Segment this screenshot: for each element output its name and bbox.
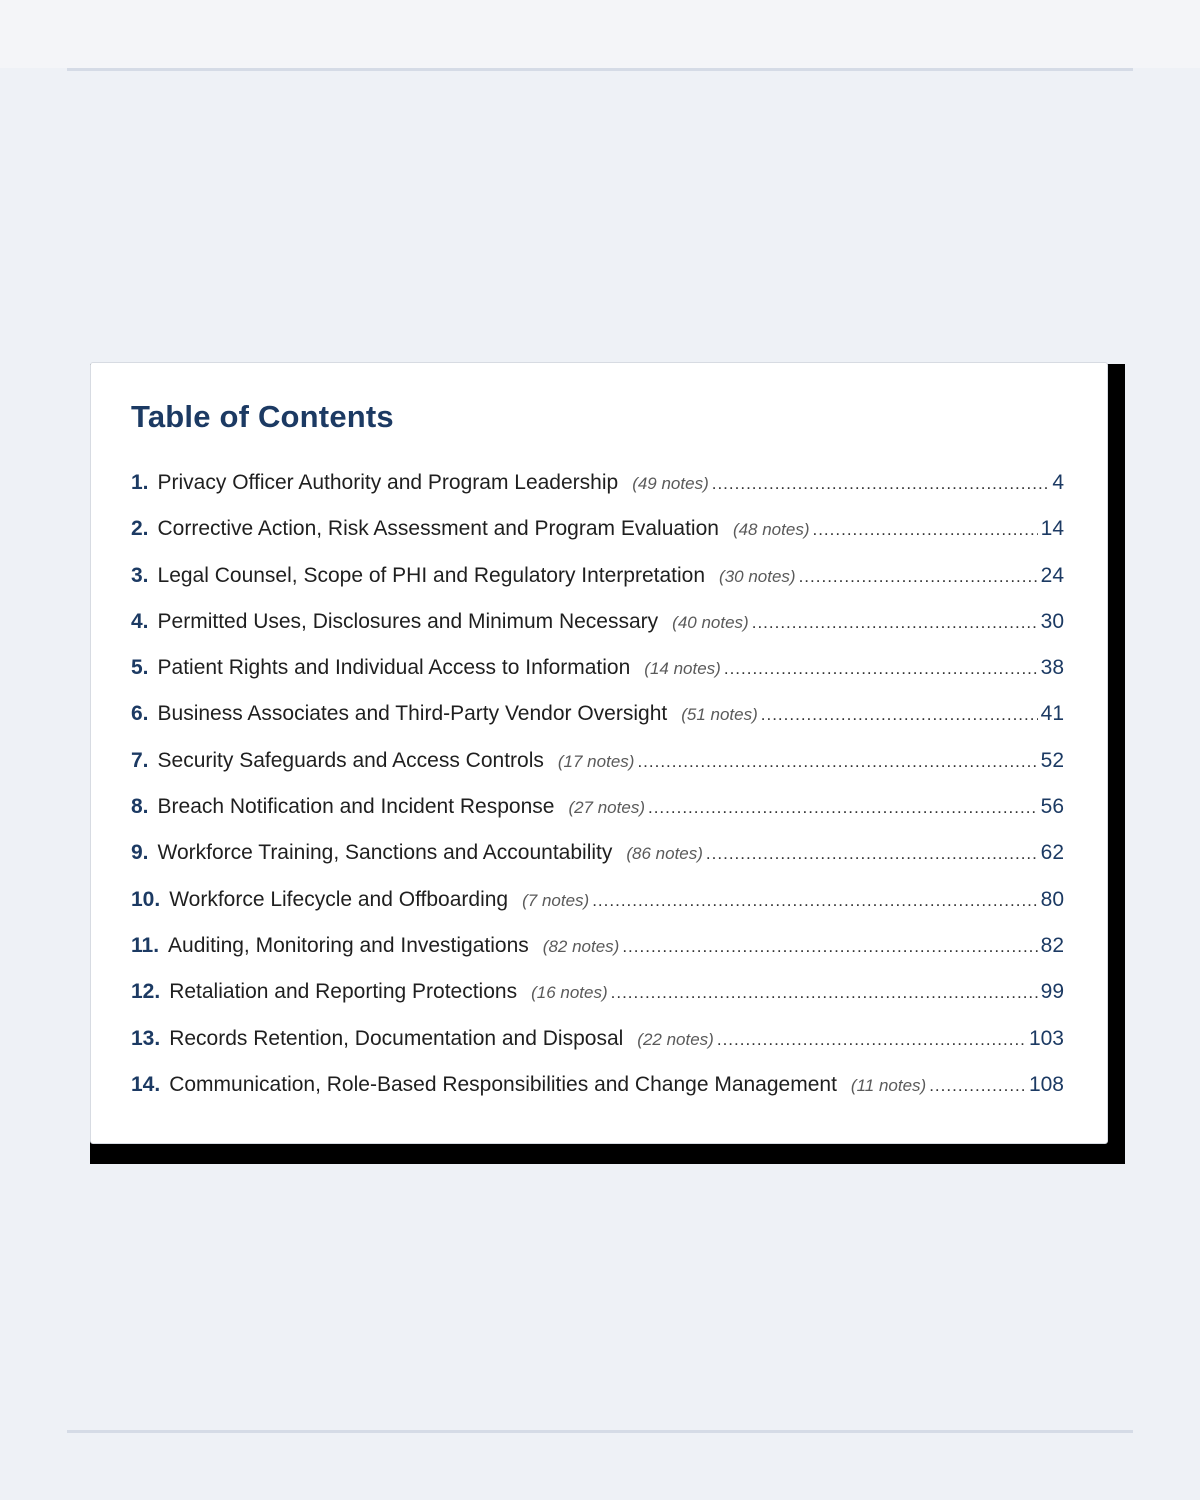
toc-entry-page: 38 xyxy=(1040,656,1064,680)
toc-entry-notes: (22 notes) xyxy=(637,1029,714,1049)
toc-entry-label: Retaliation and Reporting Protections xyxy=(169,980,518,1004)
toc-entry-number: 14. xyxy=(131,1072,161,1096)
toc-entry-label: Records Retention, Documentation and Disposal xyxy=(169,1026,624,1050)
toc-entry-number: 2. xyxy=(131,517,149,541)
toc-entry-page: 99 xyxy=(1040,980,1064,1004)
toc-dot-leader xyxy=(761,705,1038,725)
toc-entry-page: 52 xyxy=(1040,748,1064,772)
toc-entry-number: 3. xyxy=(131,563,149,587)
toc-entry-label: Breach Notification and Incident Response xyxy=(157,795,555,819)
toc-entry-number: 4. xyxy=(131,609,149,633)
toc-entry-notes: (27 notes) xyxy=(568,798,645,818)
bottom-divider xyxy=(67,1430,1133,1433)
toc-list xyxy=(131,471,1064,1119)
toc-entry-page: 62 xyxy=(1040,841,1064,865)
toc-entry-number: 6. xyxy=(131,702,149,726)
toc-entry-number: 13. xyxy=(131,1026,161,1050)
toc-entry-label: Business Associates and Third-Party Vendor Oversight xyxy=(157,702,668,726)
toc-entry-page: 108 xyxy=(1028,1072,1064,1096)
toc-title: Table of Contents xyxy=(131,399,394,434)
toc-entry[interactable] xyxy=(131,934,1064,980)
toc-entry-number: 1. xyxy=(131,471,149,494)
toc-entry-label: Patient Rights and Individual Access to Information xyxy=(157,656,631,680)
toc-entry[interactable] xyxy=(131,841,1064,887)
toc-entry-notes: (11 notes) xyxy=(850,1075,927,1095)
toc-entry-number: 9. xyxy=(131,841,149,865)
toc-entry-label: Auditing, Monitoring and Investigations xyxy=(168,933,529,957)
toc-entry-notes: (16 notes) xyxy=(531,983,608,1003)
toc-entry-label: Permitted Uses, Disclosures and Minimum Necessary xyxy=(157,609,659,633)
toc-entry[interactable] xyxy=(131,888,1064,934)
toc-dot-leader xyxy=(648,798,1038,818)
toc-entry-page: 56 xyxy=(1040,795,1064,819)
toc-dot-leader xyxy=(799,567,1038,587)
toc-entry[interactable] xyxy=(131,702,1064,748)
toc-entry-label: Privacy Officer Authority and Program Leadership xyxy=(157,471,619,494)
toc-entry-page: 30 xyxy=(1040,609,1064,633)
toc-entry-label: Corrective Action, Risk Assessment and Program Evaluation xyxy=(157,517,719,541)
toc-dot-leader xyxy=(929,1076,1026,1096)
toc-entry-page: 41 xyxy=(1040,702,1064,726)
toc-entry-notes: (82 notes) xyxy=(542,936,620,956)
toc-entry-label: Legal Counsel, Scope of PHI and Regulatory Interpretation xyxy=(157,563,706,587)
toc-entry-page: 80 xyxy=(1040,887,1064,911)
toc-dot-leader xyxy=(812,520,1037,540)
toc-entry[interactable] xyxy=(131,564,1064,610)
toc-entry-label: Workforce Training, Sanctions and Accountability xyxy=(157,841,613,865)
top-divider xyxy=(67,68,1133,71)
toc-entry[interactable] xyxy=(131,980,1064,1026)
top-band xyxy=(0,0,1200,68)
toc-entry[interactable] xyxy=(131,517,1064,563)
toc-dot-leader xyxy=(611,983,1038,1003)
toc-entry-number: 8. xyxy=(131,795,149,819)
toc-dot-leader xyxy=(712,474,1050,494)
toc-entry-label: Security Safeguards and Access Controls xyxy=(157,748,544,772)
toc-entry-notes: (48 notes) xyxy=(732,520,810,540)
toc-entry[interactable] xyxy=(131,656,1064,702)
toc-entry-number: 5. xyxy=(131,656,149,680)
toc-entry-notes: (86 notes) xyxy=(626,844,703,864)
toc-entry-number: 12. xyxy=(131,980,161,1004)
toc-entry[interactable] xyxy=(131,1073,1064,1119)
toc-entry-page: 24 xyxy=(1040,563,1064,587)
toc-dot-leader xyxy=(622,937,1037,957)
toc-entry-label: Workforce Lifecycle and Offboarding xyxy=(169,887,509,911)
toc-entry-page: 4 xyxy=(1052,471,1064,494)
toc-dot-leader xyxy=(724,659,1038,679)
toc-entry[interactable] xyxy=(131,795,1064,841)
toc-entry-page: 103 xyxy=(1028,1026,1064,1050)
toc-dot-leader xyxy=(637,752,1037,772)
toc-entry[interactable] xyxy=(131,471,1064,517)
toc-entry-notes: (49 notes) xyxy=(632,474,709,493)
toc-entry-notes: (40 notes) xyxy=(672,612,749,632)
toc-dot-leader xyxy=(752,613,1038,633)
toc-dot-leader xyxy=(592,891,1037,911)
toc-entry-number: 7. xyxy=(131,748,149,772)
toc-dot-leader xyxy=(717,1030,1026,1050)
toc-entry[interactable] xyxy=(131,610,1064,656)
toc-entry-page: 82 xyxy=(1040,933,1064,957)
toc-entry-notes: (14 notes) xyxy=(644,659,721,679)
toc-entry-number: 11. xyxy=(131,933,160,957)
toc-entry-page: 14 xyxy=(1040,517,1064,541)
toc-entry-notes: (7 notes) xyxy=(522,890,590,910)
toc-entry-notes: (17 notes) xyxy=(557,751,635,771)
toc-entry-number: 10. xyxy=(131,887,161,911)
toc-entry-notes: (30 notes) xyxy=(719,566,796,586)
toc-entry-notes: (51 notes) xyxy=(681,705,758,725)
toc-dot-leader xyxy=(706,844,1038,864)
toc-card xyxy=(90,362,1108,1144)
toc-entry[interactable] xyxy=(131,749,1064,795)
toc-entry-label: Communication, Role-Based Responsibilities and Change Management xyxy=(169,1072,837,1096)
toc-entry[interactable] xyxy=(131,1027,1064,1073)
